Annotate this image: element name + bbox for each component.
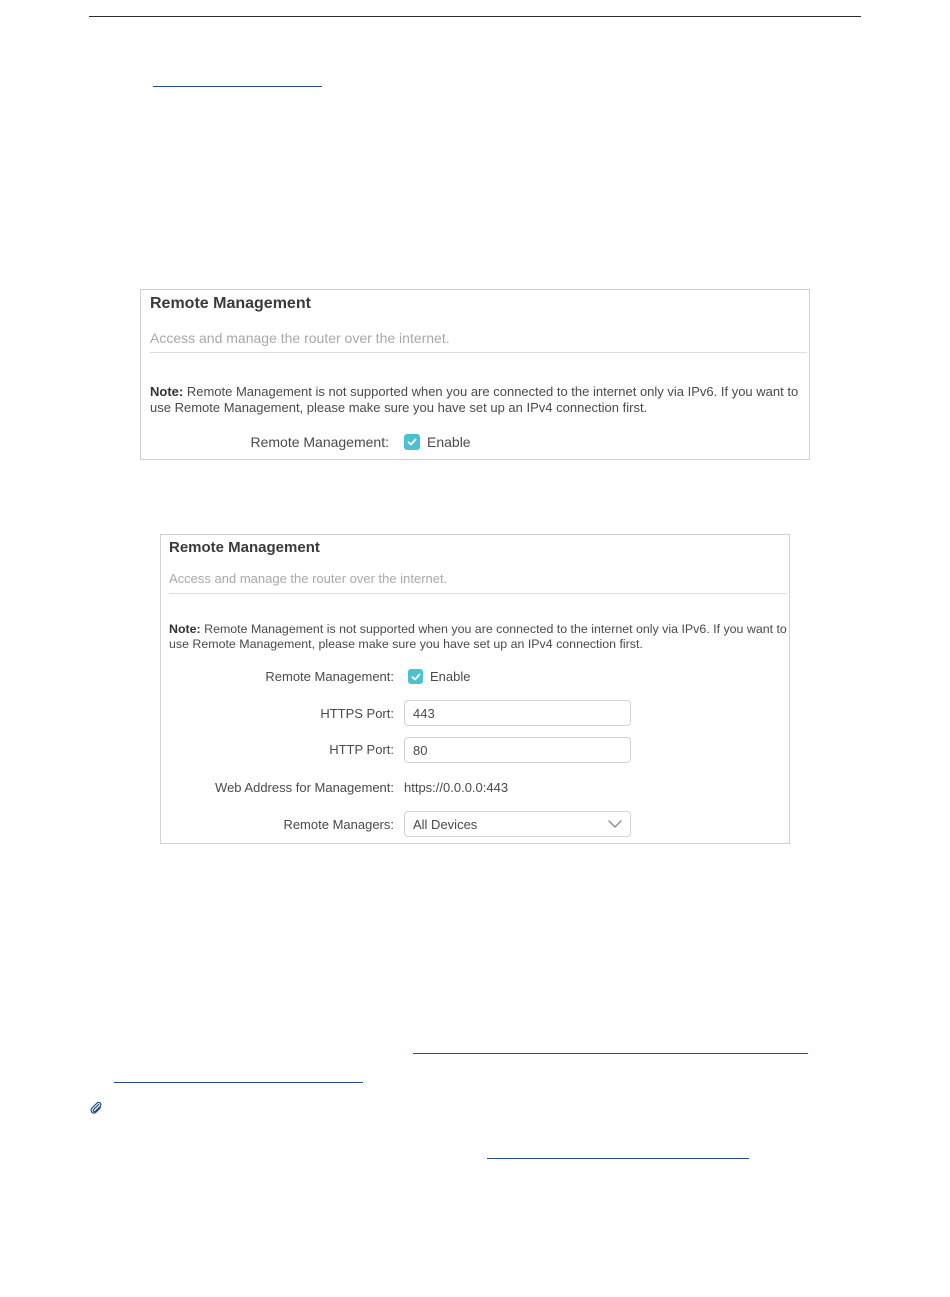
paperclip-icon — [89, 1101, 103, 1115]
panel-description: Access and manage the router over the internet. — [169, 571, 448, 586]
chevron-down-icon — [608, 820, 622, 828]
note-label: Note: — [169, 622, 201, 636]
remote-management-label: Remote Management: — [250, 434, 389, 450]
note-label: Note: — [150, 384, 184, 399]
web-address-label: Web Address for Management: — [215, 780, 394, 795]
note-body: Remote Management is not supported when you are connected to the internet only via IPv6. If you want to use Remote Management, please make sure you have set up an IPv4 connection first. — [169, 622, 787, 651]
check-icon — [407, 437, 417, 447]
remote-managers-label: Remote Managers: — [283, 817, 394, 832]
http-port-label: HTTP Port: — [329, 742, 394, 757]
https-port-input[interactable] — [404, 700, 631, 726]
hyperlink-underline-lower-2[interactable] — [114, 1082, 363, 1083]
https-port-label: HTTPS Port: — [320, 706, 394, 721]
remote-management-enable-checkbox[interactable] — [408, 669, 423, 684]
remote-management-panel-basic — [140, 289, 810, 460]
remote-management-label: Remote Management: — [265, 669, 394, 684]
https-port-value: 443 — [413, 705, 435, 721]
web-address-value: https://0.0.0.0:443 — [404, 780, 509, 795]
remote-managers-select[interactable] — [404, 811, 631, 837]
panel-divider — [169, 593, 787, 594]
http-port-input[interactable] — [404, 737, 631, 763]
page-header-rule — [89, 16, 861, 17]
panel-divider — [150, 352, 807, 353]
hyperlink-underline-lower-3[interactable] — [487, 1158, 749, 1159]
panel-title: Remote Management — [150, 295, 311, 312]
remote-managers-value: All Devices — [413, 816, 478, 832]
panel-title: Remote Management — [169, 539, 320, 556]
check-icon — [411, 672, 421, 682]
note-body: Remote Management is not supported when you are connected to the internet only via IPv6. If you want to use Remote Management, please make sure you have set up an IPv4 connection first. — [150, 384, 799, 415]
panel-description: Access and manage the router over the internet. — [150, 330, 450, 346]
note-text — [169, 622, 789, 652]
http-port-value: 80 — [413, 742, 428, 758]
hyperlink-underline-lower-1[interactable] — [413, 1053, 808, 1054]
remote-management-enable-checkbox[interactable] — [404, 434, 420, 450]
enable-label[interactable]: Enable — [430, 669, 471, 684]
note-text — [150, 384, 805, 415]
remote-management-panel-expanded — [160, 534, 790, 844]
hyperlink-underline-top[interactable] — [153, 86, 322, 87]
enable-label[interactable]: Enable — [427, 434, 471, 450]
